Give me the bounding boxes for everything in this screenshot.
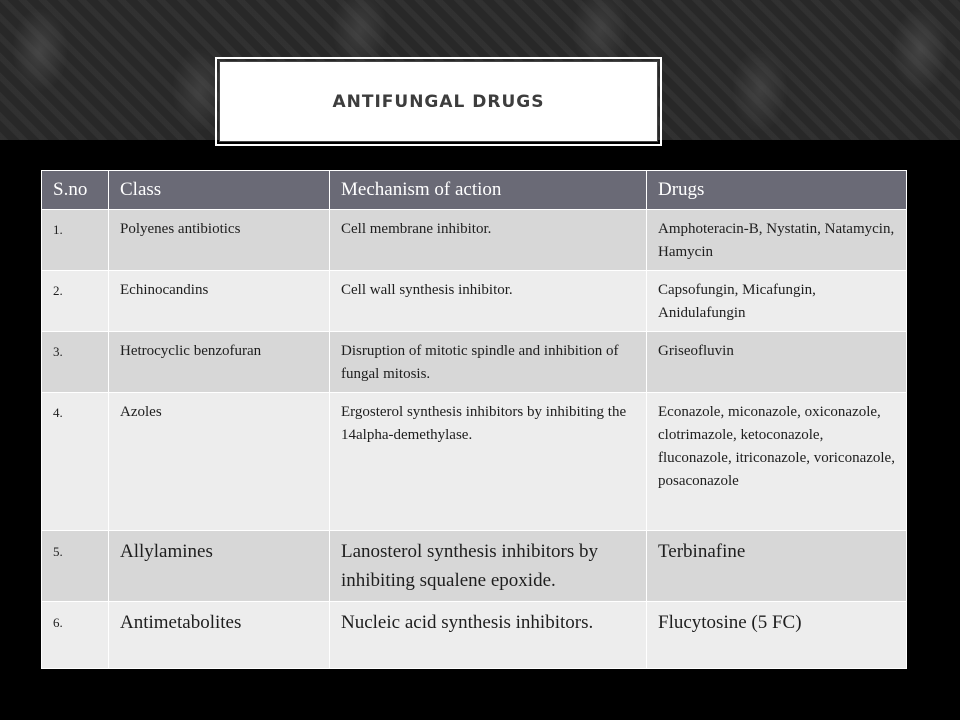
cell-mechanism: Lanosterol synthesis inhibitors by inhibiting squalene epoxide.	[330, 531, 647, 602]
table-row	[42, 602, 907, 669]
cell-mechanism: Cell membrane inhibitor.	[330, 210, 647, 271]
cell-drugs: Flucytosine (5 FC)	[647, 602, 907, 669]
cell-sno: 1.	[42, 210, 109, 271]
slide-title-box	[219, 61, 658, 142]
cell-class: Polyenes antibiotics	[109, 210, 330, 271]
cell-mechanism: Nucleic acid synthesis inhibitors.	[330, 602, 647, 669]
table-row	[42, 332, 907, 393]
table-row	[42, 531, 907, 602]
cell-class: Antimetabolites	[109, 602, 330, 669]
cell-sno: 4.	[42, 393, 109, 531]
column-header-sno: S.no	[42, 171, 109, 210]
cell-class: Allylamines	[109, 531, 330, 602]
cell-drugs: Terbinafine	[647, 531, 907, 602]
cell-drugs: Capsofungin, Micafungin, Anidulafungin	[647, 271, 907, 332]
column-header-class: Class	[109, 171, 330, 210]
slide-title: ANTIFUNGAL DRUGS	[332, 91, 545, 112]
cell-drugs: Griseofluvin	[647, 332, 907, 393]
table-row	[42, 210, 907, 271]
column-header-drugs: Drugs	[647, 171, 907, 210]
cell-sno: 5.	[42, 531, 109, 602]
cell-sno: 3.	[42, 332, 109, 393]
cell-sno: 2.	[42, 271, 109, 332]
cell-drugs: Econazole, miconazole, oxiconazole, clotrimazole, ketoconazole, fluconazole, itriconazole, voriconazole, posaconazole	[647, 393, 907, 531]
cell-drugs: Amphoteracin-B, Nystatin, Natamycin, Hamycin	[647, 210, 907, 271]
table-row	[42, 271, 907, 332]
table-header-row	[42, 171, 907, 210]
table-row	[42, 393, 907, 531]
cell-class: Hetrocyclic benzofuran	[109, 332, 330, 393]
cell-class: Azoles	[109, 393, 330, 531]
cell-sno: 6.	[42, 602, 109, 669]
cell-class: Echinocandins	[109, 271, 330, 332]
column-header-mechanism: Mechanism of action	[330, 171, 647, 210]
cell-mechanism: Cell wall synthesis inhibitor.	[330, 271, 647, 332]
cell-mechanism: Disruption of mitotic spindle and inhibition of fungal mitosis.	[330, 332, 647, 393]
antifungal-drugs-table	[41, 170, 907, 669]
cell-mechanism: Ergosterol synthesis inhibitors by inhibiting the 14alpha-demethylase.	[330, 393, 647, 531]
